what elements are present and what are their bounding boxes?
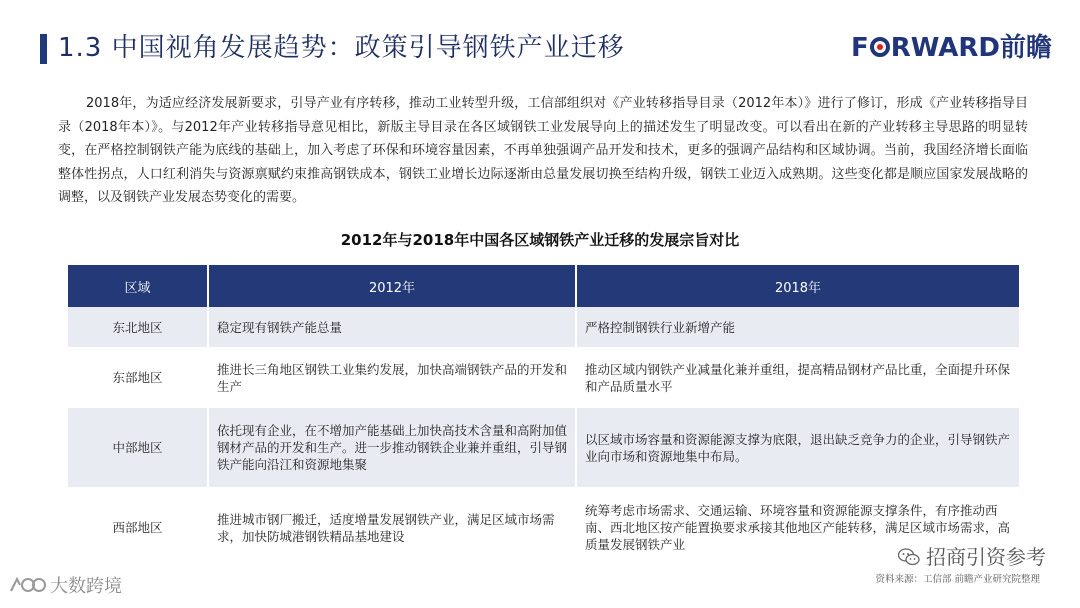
source-note: 资料来源：工信部 前瞻产业研究院整理 <box>875 574 1040 585</box>
table-row <box>68 307 1019 347</box>
cell-2018: 统筹考虑市场需求、交通运输、环境容量和资源能源支撑条件，有序推动西南、西北地区按产能置换要求承接其他地区产能转移，满足区域市场需求，高质量发展钢铁产业 <box>576 487 1019 568</box>
header-region: 区域 <box>68 265 208 307</box>
region-cell: 西部地区 <box>68 487 208 568</box>
cell-2018: 以区域市场容量和资源能源支撑为底限，退出缺乏竞争力的企业，引导钢铁产业向市场和资源地集中布局。 <box>576 408 1019 487</box>
header-2018: 2018年 <box>576 265 1019 307</box>
wechat-name: 招商引资参考 <box>926 545 1046 569</box>
logo-text: RWARD前瞻 <box>890 33 1052 63</box>
cell-2018: 严格控制钢铁行业新增产能 <box>576 307 1019 347</box>
brand-logo <box>851 30 1052 66</box>
cell-2012: 依托现有企业，在不增加产能基础上加快高技术含量和高附加值钢材产品的开发和生产。进一步推动钢铁企业兼并重组，引导钢铁产能向沿江和资源地集聚 <box>208 408 576 487</box>
page-title: 1.3 中国视角发展趋势：政策引导钢铁产业迁移 <box>58 33 625 63</box>
logo-letter-f: F <box>850 33 869 63</box>
dashu-logo-icon <box>8 575 46 595</box>
header-2012: 2012年 <box>208 265 576 307</box>
cell-2018: 推动区域内钢铁产业减量化兼并重组，提高精品钢材产品比重，全面提升环保和产品质量水平 <box>576 347 1019 408</box>
table-row <box>68 487 1019 568</box>
region-cell: 东部地区 <box>68 347 208 408</box>
cell-2012: 推进城市钢厂搬迁，适度增量发展钢铁产业，满足区域市场需求，加快防城港钢铁精品基地建设 <box>208 487 576 568</box>
cell-2012: 稳定现有钢铁产能总量 <box>208 307 576 347</box>
intro-paragraph: 2018年，为适应经济发展新要求，引导产业有序转移，推动工业转型升级，工信部组织对《产业转移指导目录（2012年本）》进行了修订，形成《产业转移指导目录（2018年本）》。与2012年产业转移指导意见相比，新版主导目录在各区域钢铁工业发展导向上的描述发生了明显改变。可以看出在新的产业转移主导思路的明显转变，在严格控制钢铁产能为底线的基础上，加入考虑了环保和环境容量因素，不再单独强调产品开发和技术，更多的强调产品结构和区域协调。当前，我国经济增长面临整体性拐点，人口红利消失与资源禀赋约束推高钢铁成本，钢铁工业增长边际逐渐由总量发展切换至结构升级，钢铁工业迈入成熟期。这些变化都是顺应国家发展战略的调整，以及钢铁产业发展态势变化的需要。 <box>58 96 1028 205</box>
region-cell: 东北地区 <box>68 307 208 347</box>
table-header-row <box>68 265 1019 307</box>
comparison-table <box>68 265 1019 568</box>
table-title: 2012年与2018年中国各区域钢铁产业迁移的发展宗旨对比 <box>340 231 740 249</box>
cell-2012: 推进长三角地区钢铁工业集约发展，加快高端钢铁产品的开发和生产 <box>208 347 576 408</box>
title-accent-bar <box>40 34 47 64</box>
bottom-left-watermark <box>8 574 122 600</box>
table-row <box>68 347 1019 408</box>
region-cell: 中部地区 <box>68 408 208 487</box>
logo-o-icon <box>870 37 890 57</box>
wechat-account <box>898 543 1046 571</box>
bottom-left-text: 大数跨境 <box>50 576 122 597</box>
wechat-icon <box>898 548 920 566</box>
table-row <box>68 408 1019 487</box>
